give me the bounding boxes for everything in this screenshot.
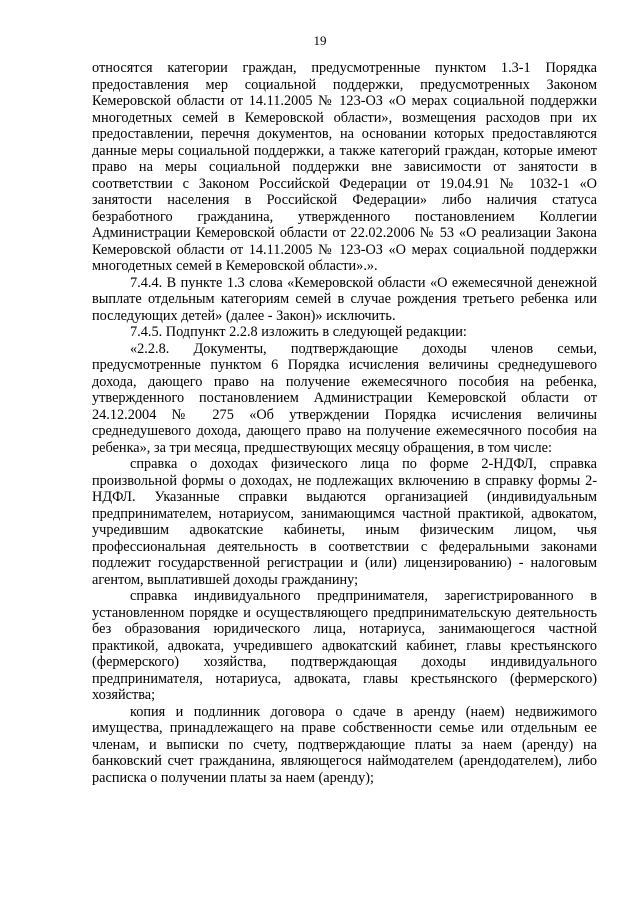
- page-number: 19: [313, 33, 327, 48]
- paragraph-ndfl-certificate: справка о доходах физического лица по форме 2-НДФЛ, справка произвольной формы о доходах, не подлежащих включению в справку формы 2-НДФЛ. Указанные справки выдаются организацией (индивидуальным предпринимателем, нотариусом, занимающимся частной практикой, адвокатом, учредившим адвокатские кабинеты, иным физическим лицом, чья профессиональная деятельность в соответствии с федеральными законами подлежит государственной регистрации и (или) лицензированию) - налоговым агентом, выплатившей доходы гражданину;: [92, 456, 597, 588]
- paragraph-continuation: относятся категории граждан, предусмотренные пунктом 1.3-1 Порядка предоставления мер социальной поддержки, предусмотренных Законом Кемеровской области от 14.11.2005 № 123-ОЗ «О мерах социальной поддержки многодетных семей в Кемеровской области», возмещения расходов при их предоставлении, перечня документов, на основании которых предоставляются данные меры социальной поддержки, а также категорий граждан, которые имеют право на меры социальной поддержки вне зависимости от занятости в соответствии с Законом Российской Федерации от 19.04.91 № 1032-1 «О занятости населения в Российской Федерации» либо наличия статуса безработного гражданина, утвержденного постановлением Коллегии Администрации Кемеровской области от 22.02.2006 № 53 «О реализации Закона Кемеровской области от 14.11.2005 № 123-ОЗ «О мерах социальной поддержки многодетных семей в Кемеровской области».».: [92, 60, 597, 274]
- paragraph-lease-contract: копия и подлинник договора о сдаче в аренду (наем) недвижимого имущества, принадлежащего на праве собственности семье или отдельным ее членам, и выписки по счету, подтверждающие платы за наем (аренду) на банковский счет гражданина, являющегося наймодателем (арендодателем), либо расписка о получении платы за наем (аренду);: [92, 703, 597, 786]
- paragraph-7-4-5: 7.4.5. Подпункт 2.2.8 изложить в следующей редакции:: [130, 324, 467, 340]
- document-body: [92, 60, 597, 786]
- paragraph-entrepreneur-certificate: справка индивидуального предпринимателя, зарегистрированного в установленном порядке и осуществляющего предпринимательскую деятельность без образования юридического лица, нотариуса, занимающегося частной практикой, адвоката, учредившего адвокатский кабинет, главы крестьянского (фермерского) хозяйства, подтверждающая доходы индивидуального предпринимателя, нотариуса, адвоката, главы крестьянского (фермерского) хозяйства;: [92, 588, 597, 703]
- paragraph-2-2-8: «2.2.8. Документы, подтверждающие доходы членов семьи, предусмотренные пунктом 6 Порядка исчисления величины среднедушевого дохода, дающего право на получение ежемесячного пособия на ребенка, утвержденного постановлением Администрации Кемеровской области от 24.12.2004 № 275 «Об утверждении Порядка исчисления величины среднедушевого дохода, дающего право на получение ежемесячного пособия на ребенка», за три месяца, предшествующих месяцу обращения, в том числе:: [92, 340, 597, 456]
- paragraph-7-4-4: 7.4.4. В пункте 1.3 слова «Кемеровской области «О ежемесячной денежной выплате отдельным категориям семей в случае рождения третьего ребенка или последующих детей» (далее - Закон)» исключить.: [92, 274, 597, 324]
